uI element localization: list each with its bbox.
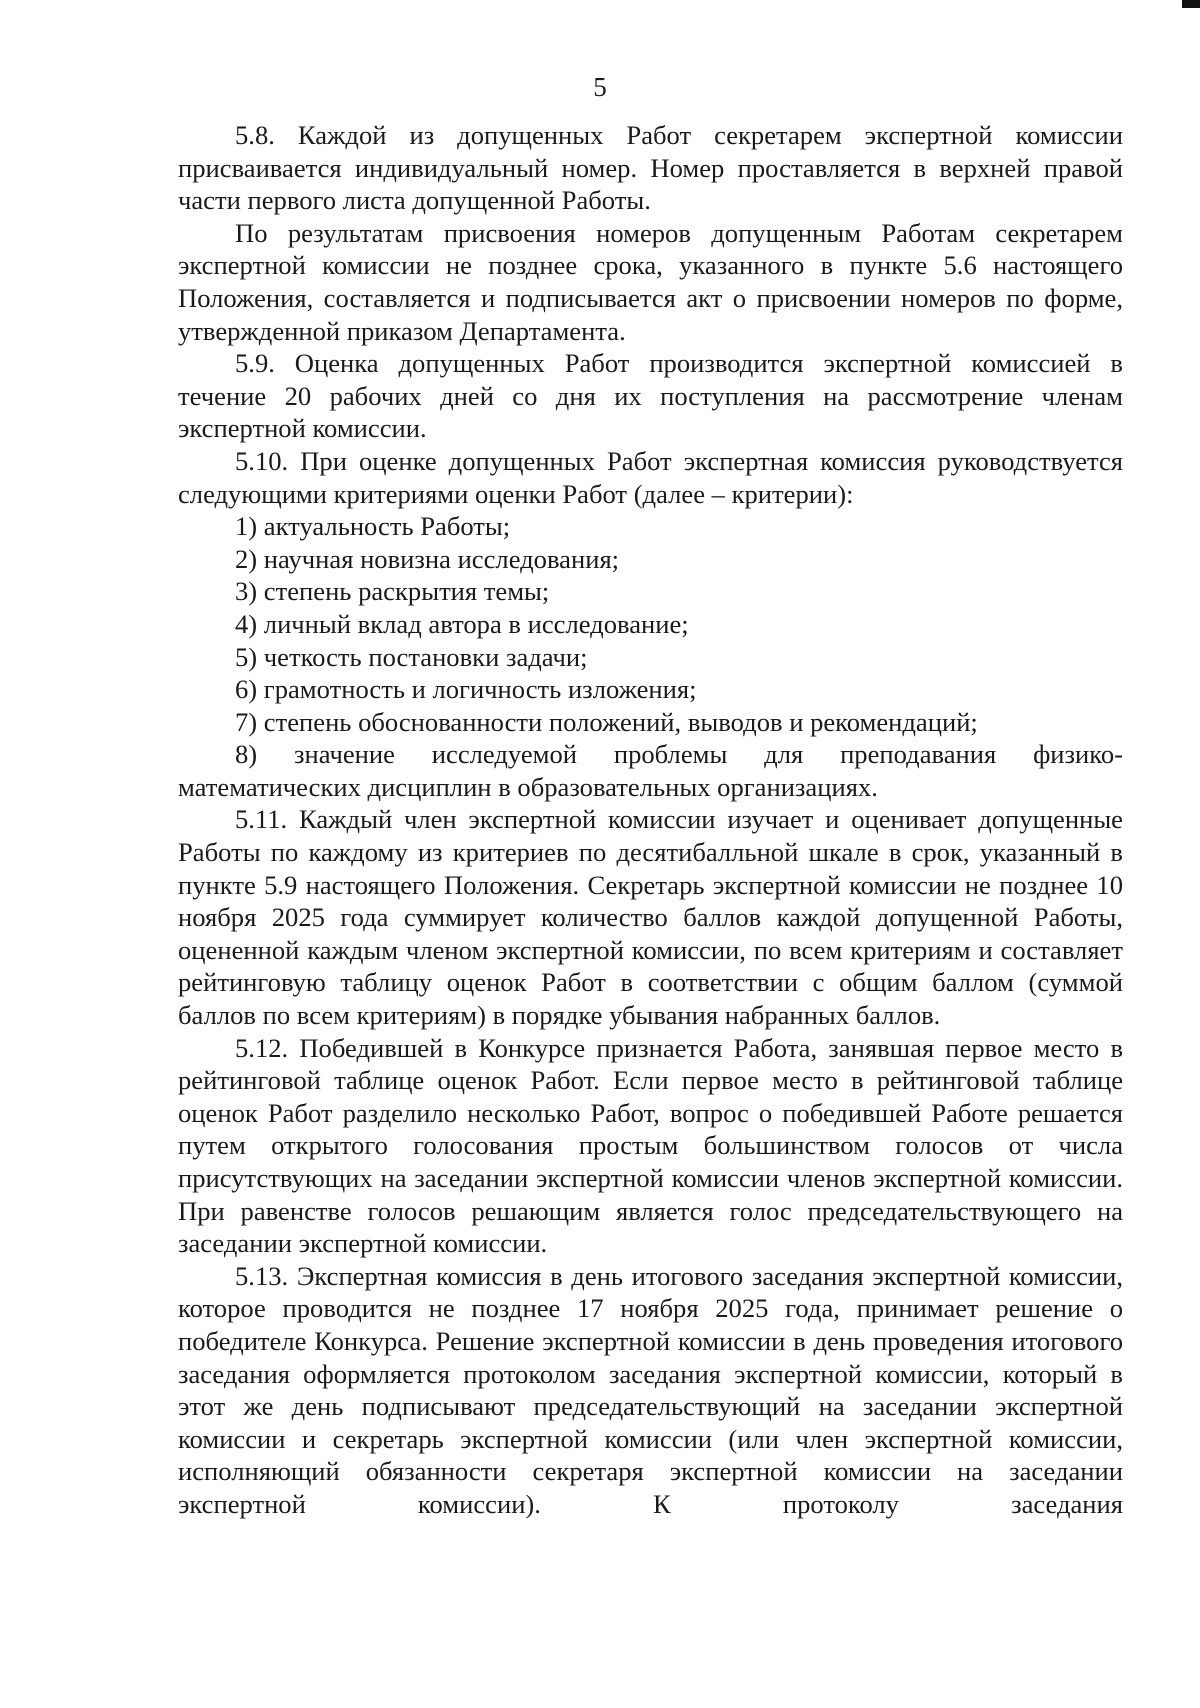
criterion-item: 7) степень обоснованности положений, выводов и рекомендаций; bbox=[235, 706, 978, 737]
criterion-item: 5) четкость постановки задачи; bbox=[235, 641, 588, 672]
criterion-item: 4) личный вклад автора в исследование; bbox=[235, 608, 689, 639]
criterion-item: 6) грамотность и логичность изложения; bbox=[235, 674, 697, 705]
criterion-item: 8) значение исследуемой проблемы для преподавания физико-математических дисциплин в образовательных организациях. bbox=[178, 739, 1123, 802]
paragraph-numbering-act: По результатам присвоения номеров допущенным Работам секретарем экспертной комиссии не позднее срока, указанного в пункте 5.6 настоящего Положения, составляется и подписывается акт о присвоении номеров по форме, утвержденной приказом Департамента. bbox=[178, 217, 1123, 346]
paragraph-5-12: 5.12. Победившей в Конкурсе признается Работа, занявшая первое место в рейтинговой таблице оценок Работ. Если первое место в рейтинговой таблице оценок Работ разделило несколько Работ, вопрос о победившей Работе решается путем открытого голосования простым большинством голосов от числа присутствующих на заседании экспертной комиссии членов экспертной комиссии. При равенстве голосов решающим является голос председательствующего на заседании экспертной комиссии. bbox=[178, 1032, 1123, 1259]
paragraph-5-13: 5.13. Экспертная комиссия в день итогового заседания экспертной комиссии, которое проводится не позднее 17 ноября 2025 года, принимает решение о победителе Конкурса. Решение экспертной комиссии в день проведения итогового заседания оформляется протоколом заседания экспертной комиссии, который в этот же день подписывают председательствующий на заседании экспертной комиссии и секретарь экспертной комиссии (или член экспертной комиссии, исполняющий обязанности секретаря экспертной комиссии на заседании экспертной комиссии). К протоколу заседания bbox=[178, 1260, 1123, 1519]
criterion-item: 3) степень раскрытия темы; bbox=[235, 576, 550, 607]
page-number: 5 bbox=[593, 72, 607, 102]
paragraph-5-9: 5.9. Оценка допущенных Работ производится экспертной комиссией в течение 20 рабочих дней со дня их поступления на рассмотрение членам экспертной комиссии. bbox=[178, 348, 1123, 444]
paragraph-5-11: 5.11. Каждый член экспертной комиссии изучает и оценивает допущенные Работы по каждому из критериев по десятибалльной шкале в срок, указанный в пункте 5.9 настоящего Положения. Секретарь экспертной комиссии не позднее 10 ноября 2025 года суммирует количество баллов каждой допущенной Работы, оцененной каждым членом экспертной комиссии, по всем критериям и составляет рейтинговую таблицу оценок Работ в соответствии с общим баллом (суммой баллов по всем критериям) в порядке убывания набранных баллов. bbox=[178, 804, 1123, 1031]
paragraph-5-10: 5.10. При оценке допущенных Работ экспертная комиссия руководствуется следующими критериями оценки Работ (далее – критерии): bbox=[178, 445, 1123, 509]
scan-corner-mark bbox=[1182, 0, 1200, 8]
criterion-item: 2) научная новизна исследования; bbox=[235, 543, 620, 574]
paragraph-5-8: 5.8. Каждой из допущенных Работ секретарем экспертной комиссии присваивается индивидуальный номер. Номер проставляется в верхней правой части первого листа допущенной Работы. bbox=[178, 120, 1123, 216]
document-body bbox=[178, 119, 1123, 1521]
criterion-item: 1) актуальность Работы; bbox=[235, 511, 511, 542]
